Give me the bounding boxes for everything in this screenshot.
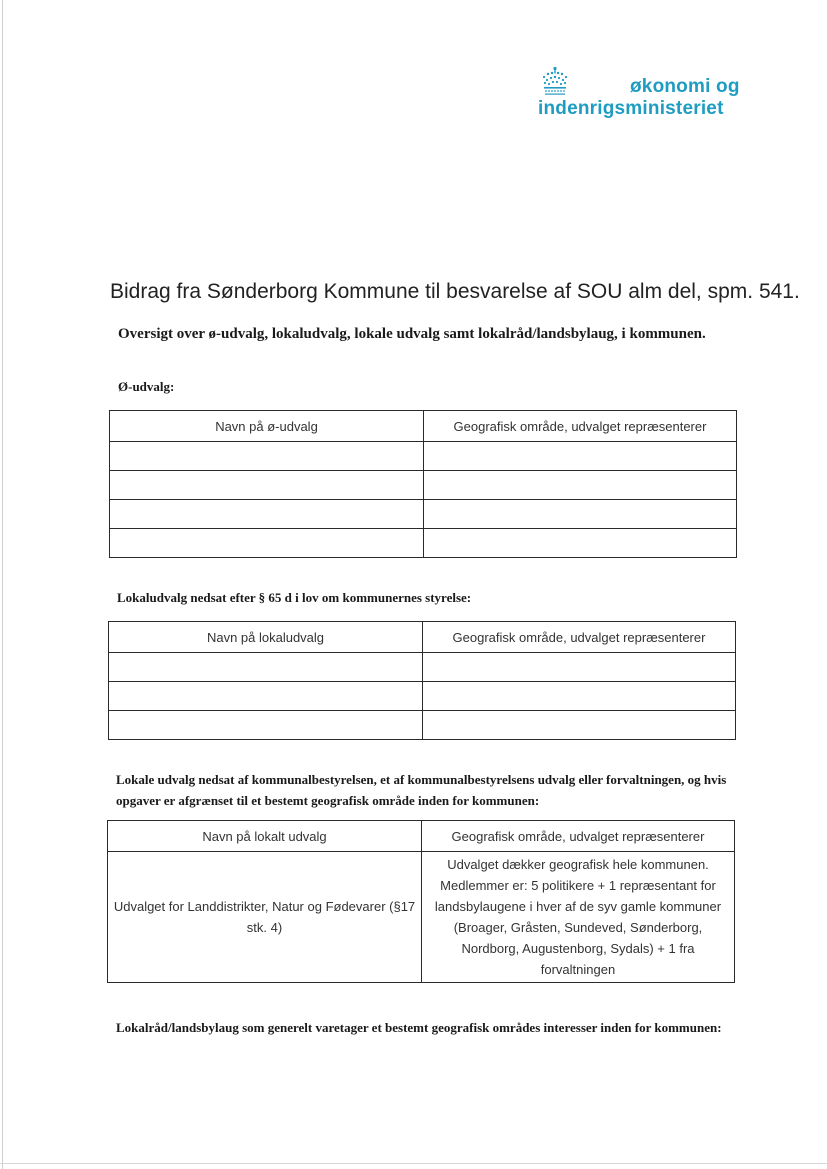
logo-text-line1: økonomi og [630,76,740,97]
table-cell [109,711,423,740]
table-row [109,653,736,682]
table-row [109,711,736,740]
table-row [110,500,737,529]
column-header-area: Geografisk område, udvalget repræsenterer [423,622,736,653]
table-cell [110,471,424,500]
table-cell [424,442,737,471]
table-cell [424,529,737,558]
oe-udvalg-table [109,410,737,558]
page-bottom-line [0,1163,827,1164]
page-edge-line [2,0,3,1169]
table-cell [109,653,423,682]
table-cell [423,682,736,711]
table-cell [110,500,424,529]
oe-udvalg-heading: Ø-udvalg: [118,379,175,394]
column-header-name: Navn på ø-udvalg [110,411,424,442]
lokaludvalg-table [108,621,736,740]
column-header-name: Navn på lokaludvalg [109,622,423,653]
table-row [110,442,737,471]
table-header-row [109,622,736,653]
logo-text-line2: indenrigsministeriet [538,98,724,119]
table-row [110,471,737,500]
table-cell [423,653,736,682]
committee-area-cell: Udvalget dækker geografisk hele kommunen. Medlemmer er: 5 politikere + 1 repræsentant for landsbylaugene i hver af de syv gamle kommuner (Broager, Gråsten, Sundeved, Sønderborg, Nordborg, Augustenborg, Sydals) + 1 fra forvaltningen [422,852,735,983]
table-row [108,852,735,983]
lokaludvalg-heading: Lokaludvalg nedsat efter § 65 d i lov om kommunernes styrelse: [117,590,472,605]
table-cell [109,682,423,711]
overview-heading: Oversigt over ø-udvalg, lokaludvalg, lokale udvalg samt lokalråd/landsbylaug, i kommunen. [118,326,706,342]
document-title: Bidrag fra Sønderborg Kommune til besvarelse af SOU alm del, spm. 541. [110,280,800,303]
lokale-udvalg-table [107,820,735,983]
crown-icon [538,66,572,96]
committee-name-cell: Udvalget for Landdistrikter, Natur og Fødevarer (§17 stk. 4) [108,852,422,983]
table-cell [110,529,424,558]
table-cell [110,442,424,471]
table-row [109,682,736,711]
lokalraad-heading: Lokalråd/landsbylaug som generelt varetager et bestemt geografisk områdes interesser inden for kommunen: [116,1020,722,1035]
lokale-udvalg-heading: Lokale udvalg nedsat af kommunalbestyrelsen, et af kommunalbestyrelsens udvalg eller forvaltningen, og hvis opgaver er afgrænset til et bestemt geografisk område inden for kommunen: [116,772,727,808]
table-row [110,529,737,558]
table-cell [424,471,737,500]
table-cell [423,711,736,740]
column-header-area: Geografisk område, udvalget repræsenterer [422,821,735,852]
table-cell [424,500,737,529]
ministry-logo [536,66,746,130]
table-header-row [110,411,737,442]
column-header-name: Navn på lokalt udvalg [108,821,422,852]
column-header-area: Geografisk område, udvalget repræsenterer [424,411,737,442]
table-header-row [108,821,735,852]
